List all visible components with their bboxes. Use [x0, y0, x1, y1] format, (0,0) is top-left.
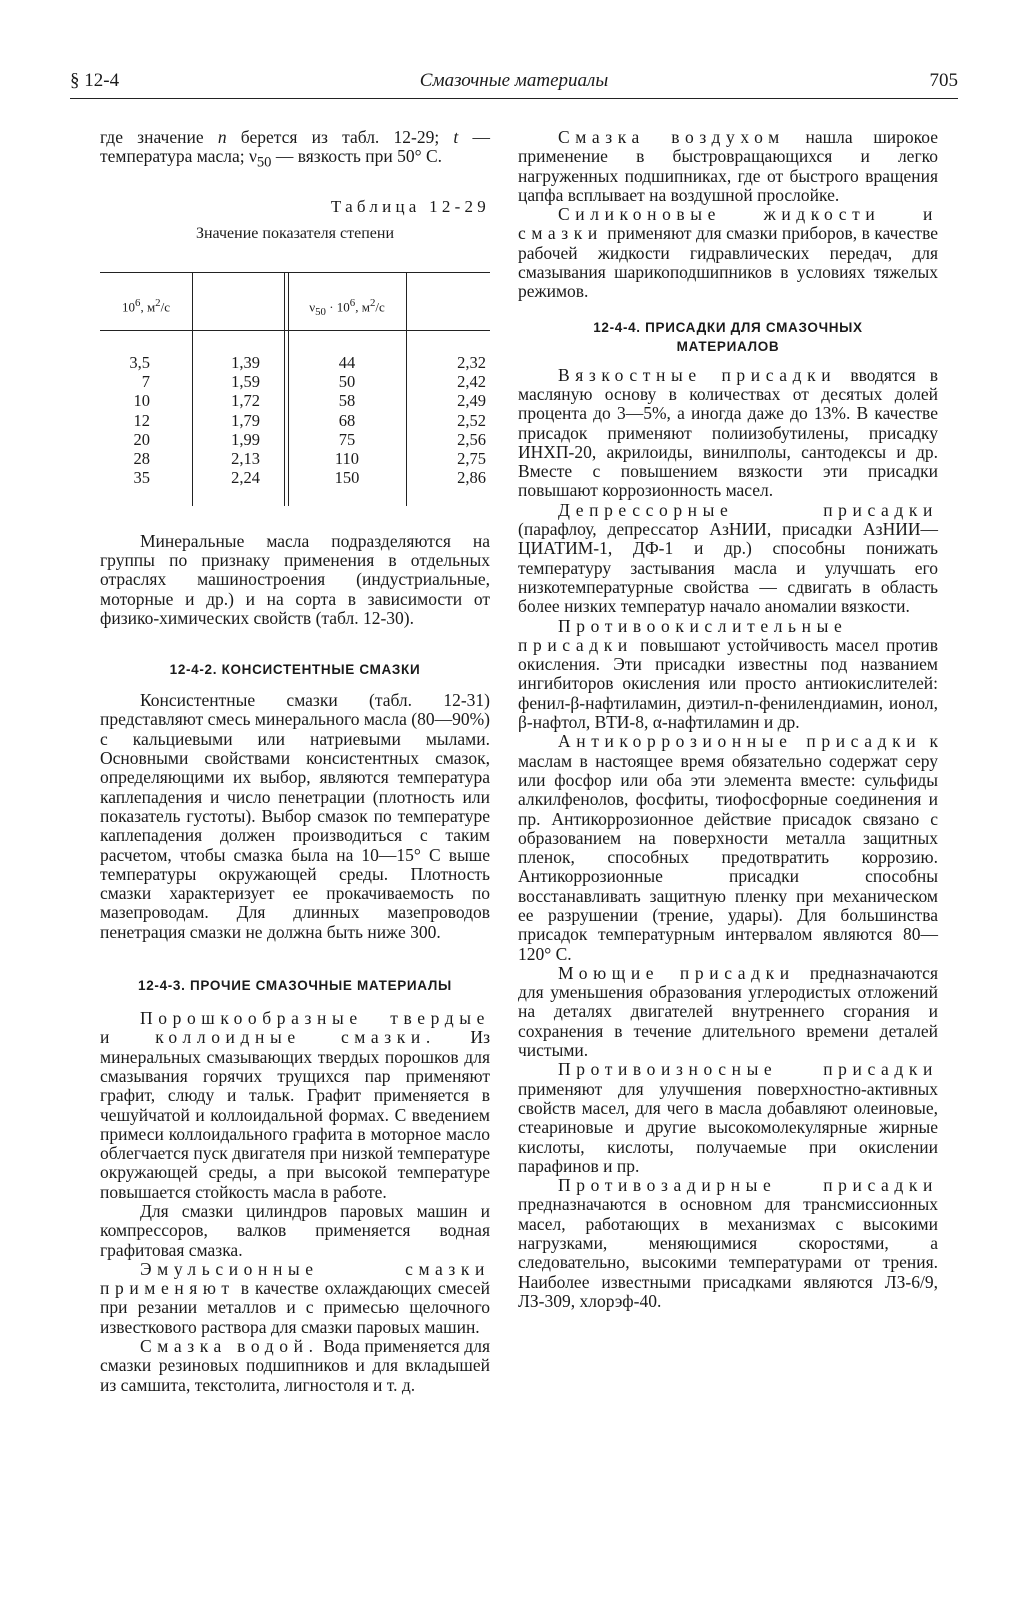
table-cell: 7 — [141, 371, 150, 391]
page-number: 705 — [929, 70, 958, 91]
table-cell: 58 — [338, 391, 356, 411]
table-column-3 — [322, 353, 372, 488]
paragraph-steam-engines: Для смазки цилиндров паровых машин и компрессоров, валков применяется водная графитовая смазка. — [100, 1201, 490, 1260]
table-title: Значение показателя степени — [195, 225, 395, 243]
table-cell: 2,75 — [457, 449, 486, 469]
paragraph-anticorrosion-additives: Антикоррозионные присадки к маслам в настоящее время обязательно содержат серу или фосфор или оба эти элемента вместе: сульфиды алкилфенолов, фосфиты, тиофосфорные соединения и пр. Антикоррозионное действие присадок связано с образованием на поверхности металла защитных пленок, способных предотвратить коррозию. Антикоррозионные присадки способны восстанавливать защитную пленку при механическом ее разрушении (трение, удары). Для большинства присадок температурным интервалом являются 80—120° С. — [518, 731, 938, 964]
paragraph-air-lubrication: Смазка воздухом нашла широкое применение в быстровращающихся и легко нагруженных подшипниках, где от быстрого вращения цапфа всплывает на воздушной прослойке. — [518, 127, 939, 205]
table-cell: 1,79 — [231, 410, 260, 430]
table-cell: 20 — [133, 429, 150, 449]
table-column-rule — [288, 272, 289, 506]
table-caption: Таблица 12-29 — [330, 197, 490, 217]
table-cell: 1,72 — [231, 391, 260, 411]
table-cell: 2,13 — [231, 449, 260, 469]
right-column — [518, 128, 938, 1311]
table-cell: 75 — [338, 429, 356, 449]
table-header-col3: $\nu_{50} \cdot 10^6$, $м^2/с$ — [309, 296, 385, 318]
table-cell: 2,42 — [457, 371, 486, 391]
table-column-rule — [406, 272, 407, 506]
table-column-4 — [432, 353, 486, 488]
table-cell: 2,49 — [457, 391, 486, 411]
table-rule-top — [100, 272, 490, 273]
table-cell: 110 — [334, 449, 360, 469]
table-cell: 12 — [133, 410, 150, 430]
table-column-1 — [100, 353, 150, 488]
left-column — [100, 128, 490, 1395]
table-cell: 1,39 — [231, 352, 260, 372]
table-cell: 50 — [338, 371, 356, 391]
paragraph-powder-lubricants: Порошкообразные твердые и коллоидные смазки. Из минеральных смазывающих твердых порошков для смазывания горячих трущихся пар применяют графит, слюду и тальк. Графит применяется в чешуйчатой и коллоидальной формах. С введением примеси коллоидального графита в моторное масло облегчается пуск двигателя при низкой температуре окружающей среды, а при высокой температуре повышается стойкость масла в работе. — [100, 1008, 490, 1202]
table-column-rule — [284, 272, 285, 506]
heading-consistent-greases: 12-4-2. КОНСИСТЕНТНЫЕ СМАЗКИ — [169, 662, 421, 678]
running-header — [70, 70, 958, 99]
table-cell: 44 — [338, 352, 356, 372]
paragraph-mineral-oils: Минеральные масла подразделяются на группы по признаку применения в отдельных отраслях машиностроения (индустриальные, моторные и др.) и на сорта в зависимости от физико-химических свойств (табл. 12-30). — [100, 530, 490, 628]
paragraph-consistent-greases: Консистентные смазки (табл. 12-31) представляют смесь минерального масла (80—90%) с кальциевыми или натриевыми мылами. Основными свойствами консистентных смазок, определяющими их выбор, являются температура каплепадения и число пенетрации (плотность или показатель густоты). Выбор смазок по температуре каплепадения должен производиться с таким расчетом, чтобы смазка была на 10—15° С выше температуры окружающей среды. Плотность смазки характеризует ее прокачиваемость по мазепроводам. Для длинных мазепроводов пенетрация смазки не должна быть ниже 300. — [100, 690, 490, 942]
heading-other-lubricants: 12-4-3. ПРОЧИЕ СМАЗОЧНЫЕ МАТЕРИАЛЫ — [138, 978, 452, 994]
table-cell: 68 — [338, 410, 356, 430]
table-cell: 1,99 — [231, 429, 260, 449]
paragraph-emulsion-lubricants: Эмульсионные смазки применяют в качестве охлаждающих смесей при резании металлов и с примесью щелочного известкового раствора для смазки паровых машин. — [100, 1258, 490, 1337]
table-header-col1: $10^6$, $м^2/с$ — [122, 296, 170, 315]
intro-paragraph: где значение n берется из табл. 12-29; t — температура масла; $\nu_{50}$ — вязкость при 50° С. — [100, 127, 491, 171]
table-cell: 2,32 — [457, 352, 486, 372]
paragraph-antioxidant-additives: Противоокислительные присадки повышают устойчивость масел против окисления. Эти присадки известны под названием ингибиторов окисления или просто антиокислителей: фенил-β-нафтиламин, диэтил-n-фенилендиамин, ионол, β-нафтол, ВТИ-8, α-нафтиламин и др. — [518, 615, 938, 733]
table-cell: 2,52 — [457, 410, 486, 430]
table-cell: 35 — [133, 468, 150, 488]
section-number: § 12-4 — [70, 70, 120, 91]
paragraph-extreme-pressure-additives: Противозадирные присадки предназначаются в основном для трансмиссионных масел, работающих в механизмах с высокими нагрузками, меняющимися скоростями, а следовательно, высокими температурами от трения. Наиболее известными присадками являются ЛЗ-6/9, ЛЗ-309, хлорэф-40. — [518, 1175, 938, 1311]
paragraph-water-lubrication: Смазка водой. Вода применяется для смазки резиновых подшипников и для вкладышей из самшита, текстолита, лигностоля и т. д. — [100, 1336, 490, 1395]
table-cell: 28 — [133, 449, 150, 469]
running-title: Смазочные материалы — [419, 70, 609, 91]
heading-additives-line2: МАТЕРИАЛОВ — [676, 338, 780, 354]
paragraph-depressor-additives: Депрессорные присадки (парафлоу, депрессатор АзНИИ, присадки АзНИИ—ЦИАТИМ-1, ДФ-1 и др.) способны понижать температуру застывания масла и улучшать его низкотемпературные свойства — сдвигать в область более низких температур начало аномалии вязкости. — [518, 499, 938, 617]
paragraph-antiwear-additives: Противоизносные присадки применяют для улучшения поверхностно-активных свойств масел, для чего в масла добавляют олеиновые, стеариновые и другие высокомолекулярные жирные кислоты, кислоты, получаемые при окислении парафинов и пр. — [518, 1059, 938, 1176]
table-cell: 3,5 — [129, 352, 150, 372]
paragraph-detergent-additives: Моющие присадки предназначаются для уменьшения образования углеродистых отложений на деталях двигателей внутреннего сгорания и сохранения в течение длительного времени деталей чистыми. — [518, 962, 938, 1061]
heading-additives — [518, 318, 938, 356]
table-column-rule — [192, 272, 193, 506]
paragraph-silicone-liquids: Силиконовые жидкости и смазки применяют для смазки приборов, в качестве рабочей жидкости гидравлических передач, для смазывания шарикоподшипников в условиях тяжелых режимов. — [518, 204, 938, 302]
table-cell: 150 — [334, 468, 360, 488]
exponent-table — [100, 256, 490, 518]
table-cell: 2,86 — [457, 468, 486, 488]
paragraph-viscosity-additives: Вязкостные присадки вводятся в масляную основу в количествах от десятых долей процента до 3—5%, а иногда даже до 13%. В качестве присадок применяют полиизобутилены, присадку ИНХП-20, акрилоиды, винилполы, сантодексы и др. Вместе с повышением вязкости эти присадки повышают коррозионность масел. — [518, 364, 939, 501]
table-cell: 2,24 — [231, 468, 260, 488]
table-cell: 2,56 — [457, 429, 486, 449]
table-cell: 10 — [133, 391, 150, 411]
heading-additives-line1: 12-4-4. ПРИСАДКИ ДЛЯ СМАЗОЧНЫХ — [593, 319, 863, 335]
table-rule-header — [100, 330, 490, 331]
table-cell: 1,59 — [231, 371, 260, 391]
table-column-2 — [206, 353, 260, 488]
